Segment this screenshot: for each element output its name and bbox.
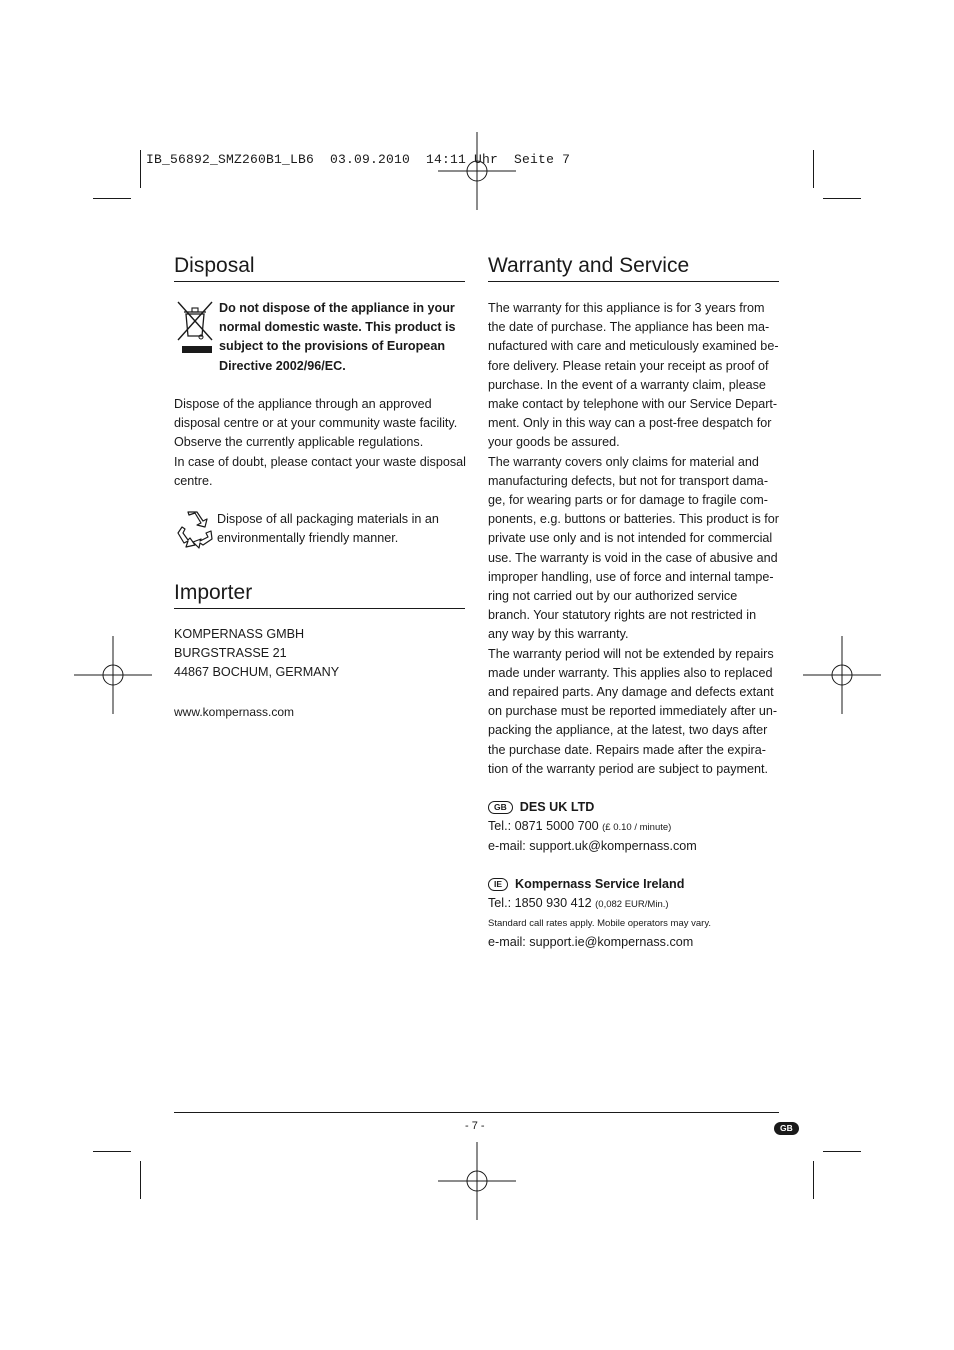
warranty-line: the purchase date. Repairs made after the expira- xyxy=(488,742,766,757)
disposal-line: Dispose of the appliance through an approved xyxy=(174,397,432,411)
disposal-line: In case of doubt, please contact your waste disposal xyxy=(174,454,466,469)
address-line: BURGSTRASSE 21 xyxy=(174,646,287,661)
service-uk xyxy=(488,798,697,857)
crop-mark xyxy=(140,150,141,188)
service-ie-email[interactable]: e-mail: support.ie@kompernass.com xyxy=(488,935,694,950)
warranty-rule xyxy=(488,281,779,282)
registration-mark-left xyxy=(74,636,152,714)
warranty-line: any way by this warranty. xyxy=(488,627,629,642)
warranty-line: branch. Your statutory rights are not restricted in xyxy=(488,608,757,623)
warranty-line: The warranty for this appliance is for 3 years from xyxy=(488,301,765,315)
service-uk-phone[interactable]: Tel.: 0871 5000 700 xyxy=(488,819,599,834)
warranty-line: ponents, e.g. buttons or batteries. This product is for xyxy=(488,512,779,527)
warranty-title: Warranty and Service xyxy=(488,254,690,277)
service-uk-name: DES UK LTD xyxy=(519,800,595,814)
service-ie-phone[interactable]: Tel.: 1850 930 412 xyxy=(488,896,592,911)
warranty-line: on purchase must be reported immediately after un- xyxy=(488,704,778,719)
importer-title: Importer xyxy=(174,581,253,604)
crossed-out-wheelie-bin-icon xyxy=(176,300,214,355)
warranty-line: fore delivery. Please retain your receipt as proof of xyxy=(488,358,769,373)
warranty-line: nufactured with care and meticulously examined be- xyxy=(488,339,779,354)
crop-mark xyxy=(93,1151,131,1152)
service-ie xyxy=(488,875,711,953)
importer-address xyxy=(174,625,339,683)
warranty-line: improper handling, use of force and internal tampe- xyxy=(488,569,774,584)
warranty-line: The warranty period will not be extended by repairs xyxy=(488,646,774,661)
address-line: KOMPERNASS GMBH xyxy=(174,627,305,641)
packaging-note xyxy=(217,510,439,548)
warranty-line: use. The warranty is void in the case of abusive and xyxy=(488,550,778,565)
warranty-line: ge, for wearing parts or for damage to fragile com- xyxy=(488,493,768,508)
crop-mark xyxy=(823,1151,861,1152)
crop-mark xyxy=(823,198,861,199)
warning-line: Directive 2002/96/EC. xyxy=(219,358,346,373)
gb-flag-badge: GB xyxy=(488,801,513,814)
warranty-line: private use only and is not intended for commercial xyxy=(488,531,773,546)
packaging-line: environmentally friendly manner. xyxy=(217,531,399,546)
warranty-line: made under warranty. This applies also to replaced xyxy=(488,665,773,680)
warning-line: Do not dispose of the appliance in your xyxy=(219,301,455,315)
service-ie-rate: (0,082 EUR/Min.) xyxy=(595,899,669,911)
footer-rule xyxy=(174,1112,779,1113)
warranty-line: The warranty covers only claims for material and xyxy=(488,454,759,469)
crop-mark xyxy=(93,198,131,199)
warranty-line: manufacturing defects, but not for transport dama- xyxy=(488,473,769,488)
warranty-line: ring not carried out by our authorized service xyxy=(488,589,738,604)
importer-rule xyxy=(174,608,465,609)
crop-mark xyxy=(140,1161,141,1199)
language-badge: GB xyxy=(774,1122,799,1135)
ie-flag-badge: IE xyxy=(488,878,508,891)
disposal-line: Observe the currently applicable regulations. xyxy=(174,435,424,450)
service-uk-email[interactable]: e-mail: support.uk@kompernass.com xyxy=(488,839,697,854)
crop-mark xyxy=(813,1161,814,1199)
registration-mark-right xyxy=(803,636,881,714)
crop-mark xyxy=(813,150,814,188)
disposal-line: disposal centre or at your community waste facility. xyxy=(174,416,458,431)
registration-mark-bottom xyxy=(438,1142,516,1220)
importer-website[interactable]: www.kompernass.com xyxy=(174,705,295,719)
service-uk-rate: (£ 0.10 / minute) xyxy=(602,822,672,834)
warranty-line: the date of purchase. The appliance has been ma- xyxy=(488,320,770,335)
warning-line: subject to the provisions of European xyxy=(219,339,446,354)
warranty-line: tion of the warranty period are subject to payment. xyxy=(488,761,769,776)
disposal-warning xyxy=(219,299,456,376)
disposal-line: centre. xyxy=(174,473,213,488)
registration-mark-top xyxy=(438,132,516,210)
service-ie-name: Kompernass Service Ireland xyxy=(515,877,685,891)
print-slug: IB_56892_SMZ260B1_LB6 03.09.2010 14:11 Uhr Seite 7 xyxy=(146,152,571,167)
disposal-paragraph xyxy=(174,395,466,491)
packaging-line: Dispose of all packaging materials in an xyxy=(217,512,439,526)
warning-line: normal domestic waste. This product is xyxy=(219,320,456,335)
warranty-line: your goods be assured. xyxy=(488,435,620,450)
warranty-line: ment. Only in this way can a post-free despatch for xyxy=(488,416,772,431)
warranty-line: and repaired parts. Any damage and defects extant xyxy=(488,685,774,700)
warranty-text xyxy=(488,299,779,779)
warranty-line: packing the appliance, at the latest, two days after xyxy=(488,723,768,738)
service-ie-note: Standard call rates apply. Mobile operators may vary. xyxy=(488,918,711,930)
warranty-line: purchase. In the event of a warranty claim, please xyxy=(488,377,766,392)
disposal-rule xyxy=(174,281,465,282)
warranty-line: make contact by telephone with our Service Depart- xyxy=(488,397,778,412)
address-line: 44867 BOCHUM, GERMANY xyxy=(174,665,340,680)
disposal-title: Disposal xyxy=(174,254,255,277)
recycling-icon xyxy=(175,509,215,549)
page-number: - 7 - xyxy=(465,1120,485,1132)
